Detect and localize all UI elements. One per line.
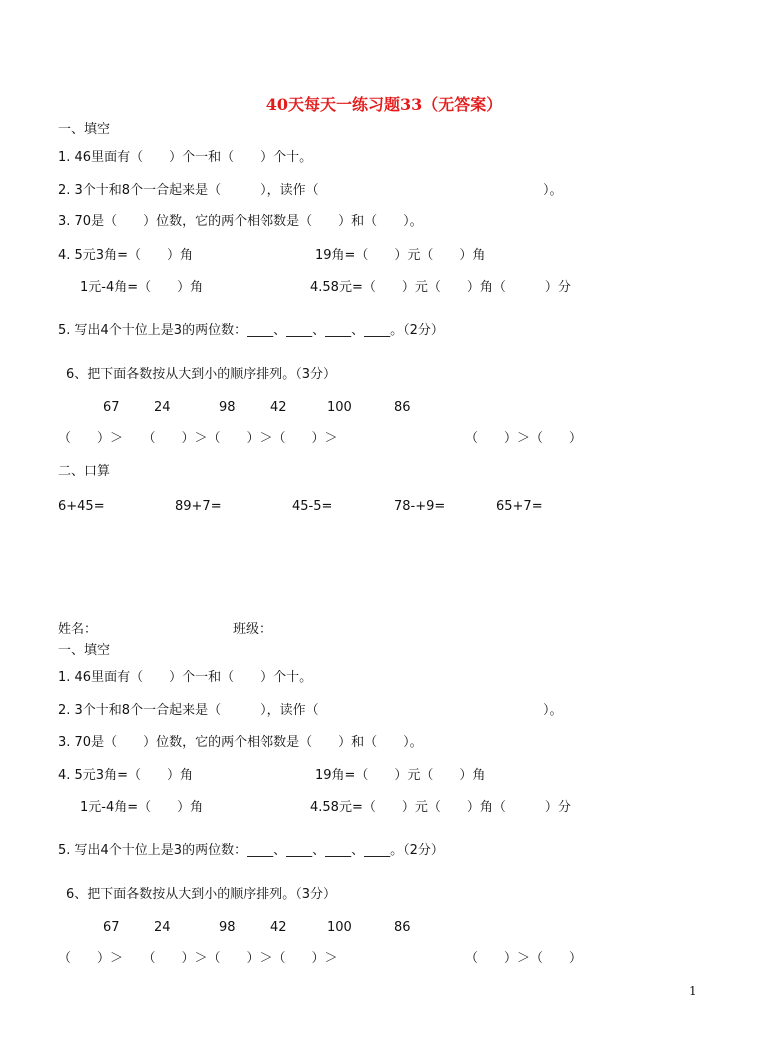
question-4c: 1元-4角=（ ）角 [80, 280, 204, 295]
calc-item: 89+7= [175, 499, 222, 514]
question-5: 5. 写出4个十位上是3的两位数：____、____、____、____。（2分） [58, 323, 444, 338]
question-4c: 1元-4角=（ ）角 [80, 800, 204, 815]
question-4a: 4. 5元3角=（ ）角 [58, 248, 193, 263]
number-item: 100 [327, 920, 352, 935]
section-fill-blanks-heading: 一、填空 [58, 122, 111, 137]
question-2-text: 2. 3个十和8个一合起来是（ ），读作（ [58, 703, 319, 718]
number-item: 67 [103, 920, 120, 935]
number-item: 42 [270, 400, 287, 415]
ordering-blanks-end: （ ）＞（ ） [465, 431, 583, 446]
number-item: 42 [270, 920, 287, 935]
section-fill-blanks-heading: 一、填空 [58, 643, 111, 658]
calc-item: 6+45= [58, 499, 105, 514]
calc-item: 45-5= [292, 499, 333, 514]
ordering-blanks: （ ）＞ （ ）＞（ ）＞（ ）＞ [58, 951, 338, 966]
page-number: 1 [689, 984, 697, 998]
question-2-end: ）。 [543, 183, 563, 198]
number-item: 98 [219, 400, 236, 415]
number-item: 86 [394, 400, 411, 415]
question-3: 3. 70是（ ）位数，它的两个相邻数是（ ）和（ ）。 [58, 214, 423, 229]
section-mental-math-heading: 二、口算 [58, 464, 111, 479]
question-5: 5. 写出4个十位上是3的两位数：____、____、____、____。（2分） [58, 843, 444, 858]
calc-item: 65+7= [496, 499, 543, 514]
worksheet-title: 40天每天一练习题33（无答案） [265, 95, 503, 114]
question-6: 6、把下面各数按从大到小的顺序排列。（3分） [66, 887, 337, 902]
question-4d: 4.58元=（ ）元（ ）角（ ）分 [310, 280, 571, 295]
class-label: 班级： [233, 622, 273, 637]
question-4d: 4.58元=（ ）元（ ）角（ ）分 [310, 800, 571, 815]
question-4a: 4. 5元3角=（ ）角 [58, 768, 193, 783]
ordering-blanks: （ ）＞ （ ）＞（ ）＞（ ）＞ [58, 431, 338, 446]
calc-item: 78-+9= [394, 499, 446, 514]
question-1: 1. 46里面有（ ）个一和（ ）个十。 [58, 150, 313, 165]
ordering-blanks-end: （ ）＞（ ） [465, 951, 583, 966]
question-4b: 19角=（ ）元（ ）角 [315, 768, 486, 783]
question-2-text: 2. 3个十和8个一合起来是（ ），读作（ [58, 183, 319, 198]
number-item: 100 [327, 400, 352, 415]
question-1: 1. 46里面有（ ）个一和（ ）个十。 [58, 670, 313, 685]
number-item: 86 [394, 920, 411, 935]
question-3: 3. 70是（ ）位数，它的两个相邻数是（ ）和（ ）。 [58, 735, 423, 750]
number-item: 24 [154, 400, 171, 415]
number-item: 98 [219, 920, 236, 935]
question-6: 6、把下面各数按从大到小的顺序排列。（3分） [66, 367, 337, 382]
question-2-end: ）。 [543, 703, 563, 718]
question-4b: 19角=（ ）元（ ）角 [315, 248, 486, 263]
name-label: 姓名： [58, 622, 98, 637]
number-item: 24 [154, 920, 171, 935]
number-item: 67 [103, 400, 120, 415]
